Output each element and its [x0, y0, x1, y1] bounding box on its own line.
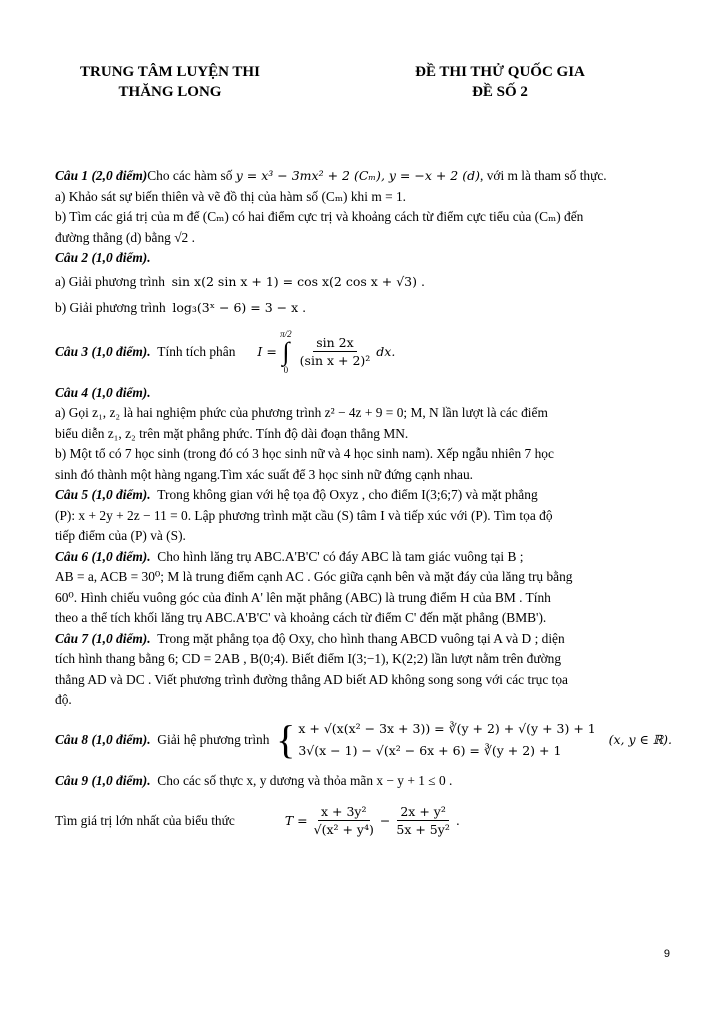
question-9-line1: Câu 9 (1,0 điểm). Cho các số thực x, y dương và thỏa mãn x − y + 1 ≤ 0 .: [55, 772, 453, 788]
question-5-line3: tiếp điểm của (P) và (S).: [55, 528, 186, 543]
question-6-line3: 60⁰. Hình chiếu vuông góc của đỉnh A' lên mặt phẳng (ABC) là trung điểm H của BM . Tính: [55, 589, 551, 605]
header-left: [50, 62, 290, 102]
question-8-label: Câu 8 (1,0 điểm).: [55, 731, 151, 747]
question-2-part-b: b) Giải phương trình log₃(3ˣ − 6) = 3 − x .: [55, 299, 307, 315]
system-equation-1: x + √(x(x² − 3x + 3)) = ∛(y + 2) + √(y + 3) + 1: [298, 720, 596, 736]
question-7-line3: thẳng AD và DC . Viết phương trình đường thẳng AD biết AD không song song với các trục tọa: [55, 671, 568, 687]
question-9-expression: Tìm giá trị lớn nhất của biểu thức T = $\frac{\text{x + 3y²}}{\text{√(x² + y⁴)}}$ − $\frac{\text{2x + y²}}{\text{5x + 5y²}}$ .: [55, 804, 460, 837]
question-4-label: Câu 4 (1,0 điểm).: [55, 384, 151, 400]
question-8: Câu 8 (1,0 điểm). Giải hệ phương trình { x + √(x(x² − 3x + 3)) = ∛(y + 2) + √(y + 3) + 1 3√(x − 1) − √(x² − 6x + 6) = ∛(y + 2) + 1 (x, y ∈ ℝ).: [55, 716, 672, 762]
exam-content: [55, 166, 672, 849]
question-6-label: Câu 6 (1,0 điểm).: [55, 548, 151, 564]
question-4-part-a-line2: biểu diễn z₁, z₂ trên mặt phẳng phức. Tính độ dài đoạn thẳng MN.: [55, 425, 409, 441]
question-1-intro: Câu 1 (2,0 điểm)Cho các hàm số y = x³ − 3mx² + 2 (Cₘ), y = −x + 2 (d), với m là tham số thực.: [55, 168, 607, 183]
system-equation-2: 3√(x − 1) − √(x² − 6x + 6) = ∛(y + 2) + 1: [298, 742, 562, 758]
fraction-1: $\frac{\text{x + 3y²}}{\text{√(x² + y⁴)}}$: [313, 804, 374, 837]
question-5-line1: Câu 5 (1,0 điểm). Trong không gian với hệ tọa độ Oxyz , cho điểm I(3;6;7) và mặt phẳng: [55, 487, 538, 502]
question-1-part-b-line2: đường thẳng (d) bằng √2 .: [55, 229, 195, 245]
question-7-line2: tích hình thang bằng 6; CD = 2AB , B(0;4). Biết điểm I(3;−1), K(2;2) lần lượt nằm trên đường: [55, 651, 562, 666]
question-5-label: Câu 5 (1,0 điểm).: [55, 487, 151, 502]
page-number: 9: [663, 948, 670, 960]
question-1-part-b-line1: b) Tìm các giá trị của m để (Cₘ) có hai điểm cực trị và khoảng cách từ điểm cực tiểu của (Cₘ) đến: [55, 209, 584, 224]
integral-sign: π/2 ∫ 0: [280, 328, 292, 375]
header-right: [360, 62, 640, 102]
question-6-line2: AB = a, ACB = 30⁰; M là trung điểm cạnh AC . Góc giữa cạnh bên và mặt đáy của lăng trụ bằng: [55, 569, 573, 584]
integral-fraction: $\frac{\sin 2x}{\text{(sin x + 2)²}}$: [299, 335, 371, 368]
question-3: Câu 3 (1,0 điểm). Tính tích phân I = π/2 ∫ 0 $\frac{\sin 2x}{\text{(sin x + 2)²}}$ dx.: [55, 328, 396, 375]
question-7-line1: Câu 7 (1,0 điểm). Trong mặt phẳng tọa độ Oxy, cho hình thang ABCD vuông tại A và D ; diện: [55, 630, 565, 646]
system-domain: (x, y ∈ ℝ).: [608, 732, 672, 747]
question-3-label: Câu 3 (1,0 điểm).: [55, 343, 151, 359]
equation-system: { x + √(x(x² − 3x + 3)) = ∛(y + 2) + √(y + 3) + 1 3√(x − 1) − √(x² − 6x + 6) = ∛(y + 2) + 1: [276, 716, 596, 762]
question-7-line4: độ.: [55, 692, 72, 707]
question-6-line4: theo a thể tích khối lăng trụ ABC.A'B'C' và khoảng cách từ điểm C' đến mặt phẳng (BMB').: [55, 610, 547, 625]
header-center-name: TRUNG TÂM LUYỆN THI: [80, 64, 260, 80]
question-1-label: Câu 1 (2,0 điểm): [55, 168, 148, 183]
header-exam-number: ĐỀ SỐ 2: [472, 84, 528, 100]
question-2-label: Câu 2 (1,0 điểm).: [55, 250, 151, 265]
fraction-2: $\frac{\text{2x + y²}}{\text{5x + 5y²}}$: [396, 804, 450, 837]
header-center-location: THĂNG LONG: [118, 84, 222, 100]
header-exam-title: ĐỀ THI THỬ QUỐC GIA: [415, 64, 585, 80]
question-9-label: Câu 9 (1,0 điểm).: [55, 772, 151, 788]
question-2-part-a: a) Giải phương trình sin x(2 sin x + 1) = cos x(2 cos x + √3) .: [55, 273, 425, 289]
question-1-part-a: a) Khảo sát sự biến thiên và vẽ đồ thị của hàm số (Cₘ) khi m = 1.: [55, 188, 407, 204]
question-4-part-b-line1: b) Một tổ có 7 học sinh (trong đó có 3 học sinh nữ và 4 học sinh nam). Xếp ngẫu nhiên 7 học: [55, 446, 554, 461]
question-5-line2: (P): x + 2y + 2z − 11 = 0. Lập phương trình mặt cầu (S) tâm I và tiếp xúc với (P). Tìm tọa độ: [55, 507, 553, 523]
question-4-part-b-line2: sinh đó thành một hàng ngang.Tìm xác suất để 3 học sinh nữ đứng cạnh nhau.: [55, 466, 474, 482]
question-7-label: Câu 7 (1,0 điểm).: [55, 630, 151, 646]
question-4-part-a-line1: a) Gọi z₁, z₂ là hai nghiệm phức của phương trình z² − 4z + 9 = 0; M, N lần lượt là các điểm: [55, 405, 548, 420]
question-6-line1: Câu 6 (1,0 điểm). Cho hình lăng trụ ABC.A'B'C' có đáy ABC là tam giác vuông tại B ;: [55, 548, 524, 564]
